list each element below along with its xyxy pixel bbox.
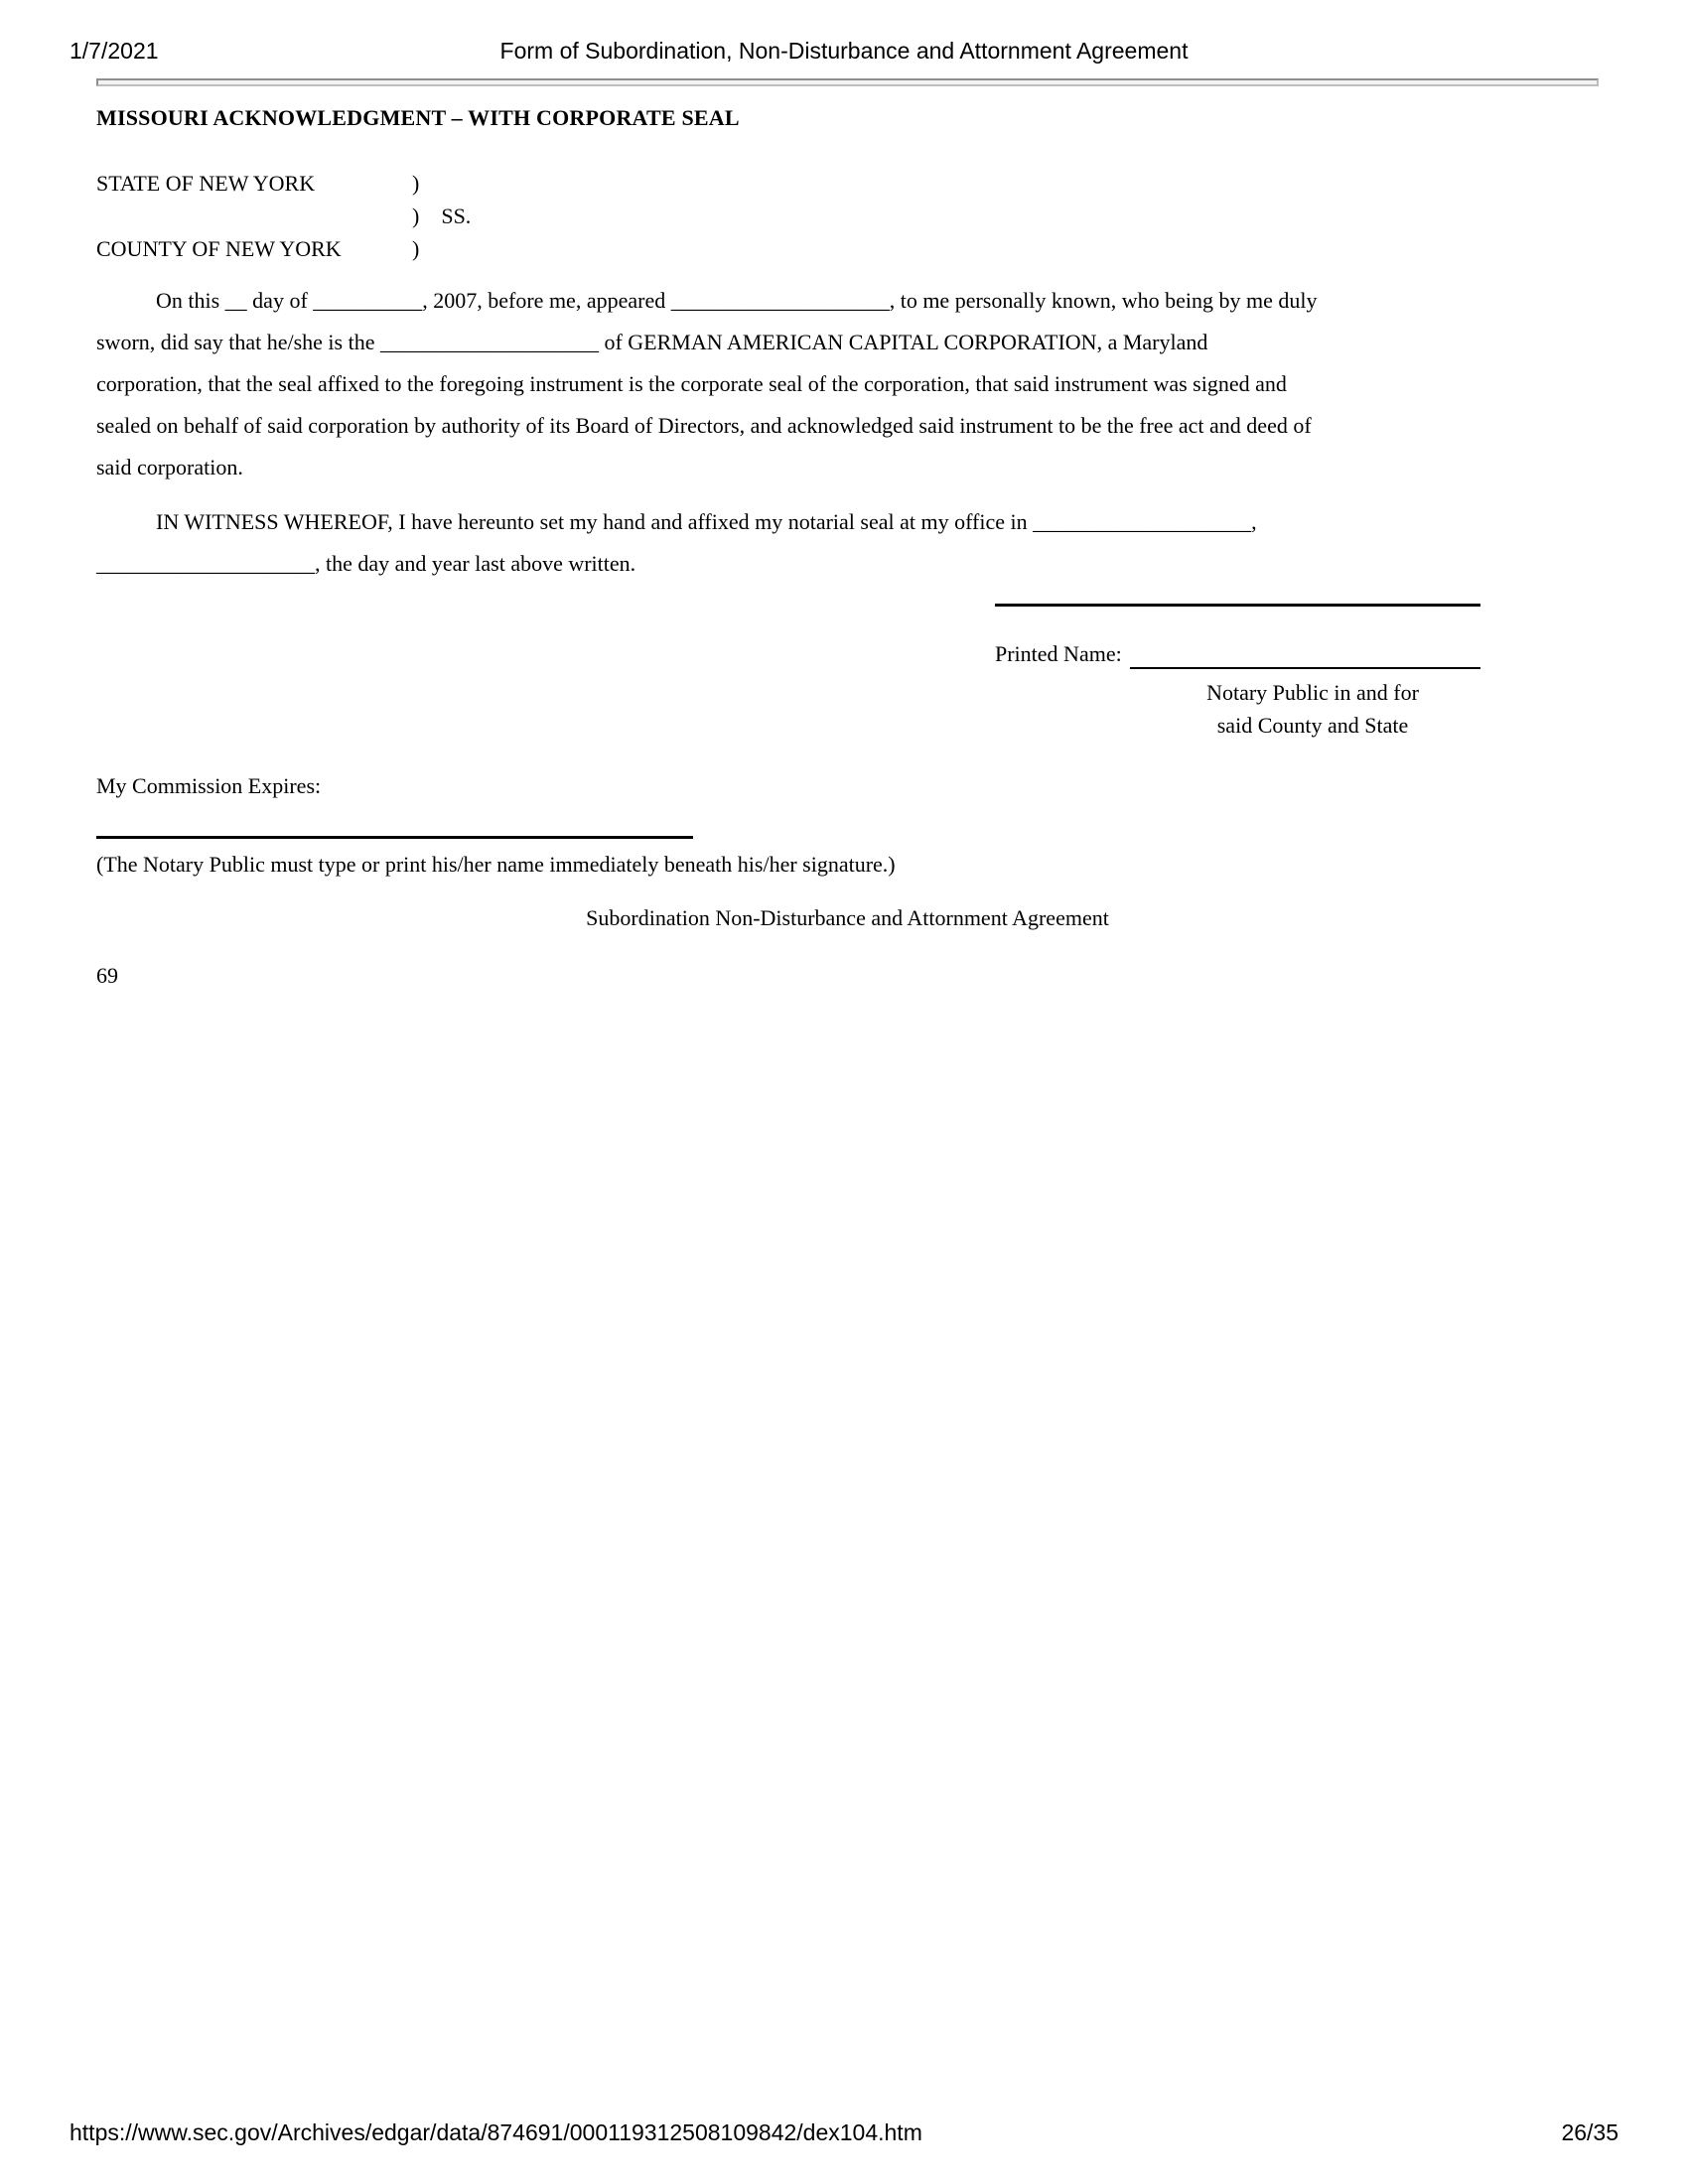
paragraph-line: sealed on behalf of said corporation by authority of its Board of Directors, and acknowledged said instrument to be the free act and deed of bbox=[96, 413, 1312, 438]
footer-page-indicator: 26/35 bbox=[1561, 2119, 1618, 2145]
paragraph-line: IN WITNESS WHEREOF, I have hereunto set my hand and affixed my notarial seal at my office in ____________________, bbox=[156, 509, 1257, 534]
paragraph-line: sworn, did say that he/she is the ____________________ of GERMAN AMERICAN CAPITAL CORPORATION, a Maryland bbox=[96, 330, 1208, 354]
printed-name-row bbox=[995, 639, 1480, 669]
notary-capacity-line1: Notary Public in and for bbox=[1206, 680, 1419, 705]
document-body bbox=[0, 85, 1688, 992]
section-heading: MISSOURI ACKNOWLEDGMENT – WITH CORPORATE SEAL bbox=[96, 105, 740, 130]
venue-ss-row bbox=[96, 200, 1599, 232]
venue-state-row bbox=[96, 167, 1599, 200]
venue-county-label: COUNTY OF NEW YORK bbox=[96, 236, 342, 261]
paragraph-line: On this __ day of __________, 2007, before me, appeared ____________________, to me personally known, who being by me duly bbox=[156, 288, 1318, 313]
document-page-number: 69 bbox=[96, 963, 118, 988]
venue-county-row bbox=[96, 232, 1599, 265]
paragraph-line: said corporation. bbox=[96, 455, 243, 479]
signature-line bbox=[995, 604, 1480, 607]
notary-capacity-line2: said County and State bbox=[1216, 713, 1409, 738]
commission-blank-line bbox=[96, 836, 693, 839]
document-subtitle: Subordination Non-Disturbance and Attornment Agreement bbox=[586, 905, 1109, 930]
notary-instruction: (The Notary Public must type or print his/her name immediately beneath his/her signature.) bbox=[96, 852, 896, 877]
print-document-title: Form of Subordination, Non-Disturbance and Attornment Agreement bbox=[499, 38, 1189, 64]
venue-state-label: STATE OF NEW YORK bbox=[96, 171, 316, 196]
notary-capacity bbox=[1144, 676, 1481, 742]
acknowledgment-paragraph bbox=[96, 280, 1599, 488]
witness-paragraph bbox=[96, 501, 1599, 585]
paragraph-line: corporation, that the seal affixed to the foregoing instrument is the corporate seal of the corporation, that said instrument was signed and bbox=[96, 371, 1287, 396]
signature-block bbox=[995, 604, 1480, 742]
printed-name-label: Printed Name: bbox=[995, 641, 1122, 666]
venue-block bbox=[96, 167, 1599, 265]
paragraph-line: ____________________, the day and year last above written. bbox=[96, 551, 636, 576]
printed-name-blank-line bbox=[1130, 639, 1480, 669]
print-header bbox=[0, 38, 1688, 65]
venue-ss-paren: ) bbox=[412, 204, 420, 228]
footer-url: https://www.sec.gov/Archives/edgar/data/874691/000119312508109842/dex104.htm bbox=[70, 2119, 922, 2145]
print-footer bbox=[0, 2119, 1688, 2146]
venue-state-paren: ) bbox=[412, 171, 420, 196]
venue-ss-label: SS. bbox=[441, 204, 472, 228]
commission-expires-label: My Commission Expires: bbox=[96, 773, 322, 798]
venue-ss-spacer bbox=[96, 200, 412, 232]
venue-county-paren: ) bbox=[412, 236, 420, 261]
print-date: 1/7/2021 bbox=[70, 38, 159, 64]
